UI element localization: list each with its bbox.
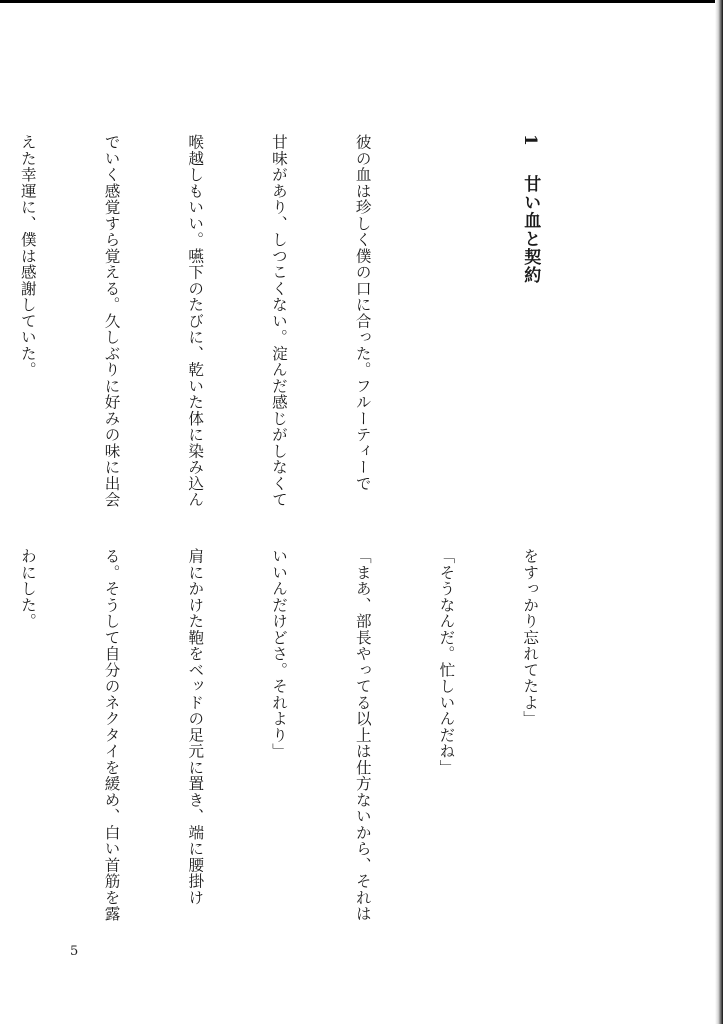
lower-text-block: [0, 548, 599, 928]
upper-text-block: [0, 134, 599, 508]
chapter-title: 甘い血と契約: [520, 175, 541, 285]
text-line: 甘味があり、しつこくない。淀んだ感じがしなくて: [269, 134, 288, 508]
scan-top-border: [0, 0, 723, 3]
heading-spacer: [431, 134, 459, 479]
text-line: いいんだけどさ。それより」: [270, 548, 289, 760]
text-line: でいく感覚すら覚える。久しぶりに好みの味に出会: [102, 134, 121, 508]
chapter-number: 1: [520, 134, 541, 148]
text-line: 「そうなんだ。忙しいんだね」: [437, 548, 456, 776]
text-line: る。そうして自分のネクタイを緩め、白い首筋を露: [102, 548, 121, 922]
scan-right-shadow: [715, 0, 723, 1024]
text-line: わにした。: [18, 548, 37, 630]
text-line: をすっかり忘れてたよ」: [521, 548, 540, 727]
text-line: 喉越しもいい。嚥下のたびに、乾いた体に染み込ん: [186, 134, 205, 508]
text-line: 彼の血は珍しく僕の口に合った。フルーティーで: [353, 134, 372, 492]
text-line: えた幸運に、僕は感謝していた。: [18, 134, 37, 378]
text-line: 肩にかけた鞄をベッドの足元に置き、端に腰掛け: [186, 548, 205, 906]
page-number: 5: [70, 944, 79, 959]
chapter-heading: [515, 134, 543, 479]
text-line: 「まあ、部長やってる以上は仕方ないから、それは: [353, 548, 372, 922]
